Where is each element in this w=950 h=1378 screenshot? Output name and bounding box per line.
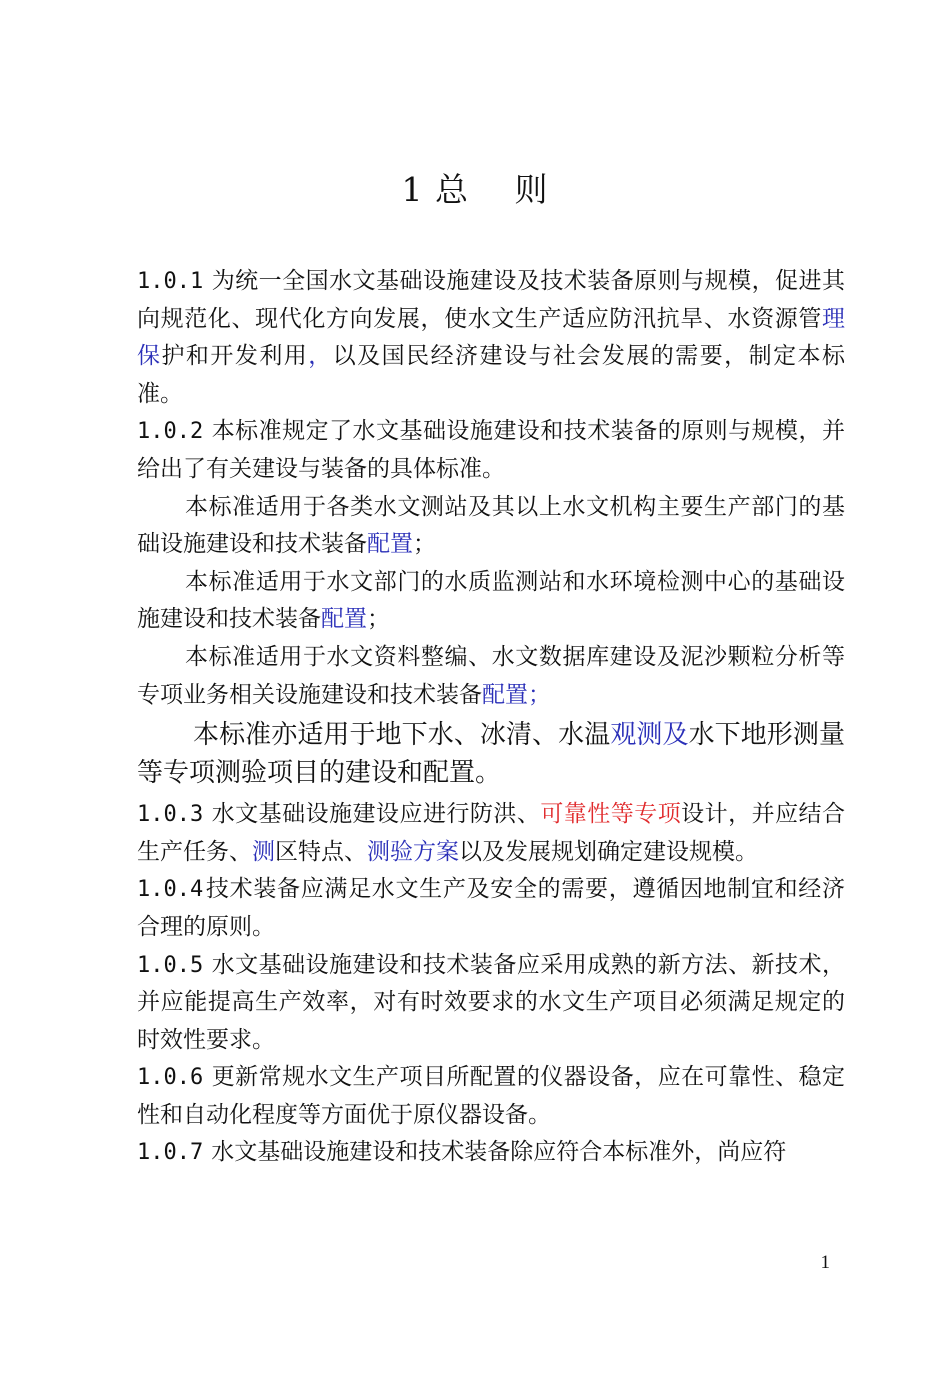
- chapter-title: 1 总 则: [401, 170, 549, 209]
- clause-text: 技术装备应满足水文生产及安全的需要，遵循因地制宜和经济合理的原则。: [137, 876, 845, 940]
- clause-1-0-6: [137, 1059, 845, 1134]
- paragraph-text: 本标准适用于水文部门的水质监测站和水环境检测中心的基础设施建设和技术装备: [137, 568, 845, 633]
- clause-text: 以及发展规划确定建设规模。: [459, 838, 758, 865]
- page-number: 1: [820, 1252, 830, 1273]
- highlighted-text: 可靠性等专项: [540, 801, 682, 828]
- clause-1-0-7: [137, 1134, 845, 1172]
- clause-1-0-3: [137, 796, 845, 871]
- clause-number: 1.0.7: [137, 1140, 204, 1166]
- paragraph-text: 水下地形测量等专项测验项目的建设和配置。: [137, 720, 845, 789]
- highlighted-text: 测: [252, 838, 275, 865]
- highlighted-text: 配置: [321, 606, 367, 633]
- scope-paragraph-3: [137, 639, 845, 714]
- highlighted-text: 理保: [137, 305, 845, 370]
- highlighted-text: 配置；: [482, 681, 551, 708]
- clause-text: 水文基础设施建设应进行防洪、: [211, 801, 541, 828]
- clause-text: 设计，并应结合生产任务、: [137, 801, 846, 865]
- document-body: [137, 263, 845, 1172]
- clause-text: 区特点、: [275, 838, 367, 865]
- scope-paragraph-1: [137, 489, 845, 564]
- clause-number: 1.0.1: [137, 269, 204, 294]
- highlighted-text: 观测及: [610, 720, 689, 751]
- highlighted-text: 测验方案: [367, 838, 459, 865]
- clause-1-0-2: [137, 413, 845, 488]
- clause-1-0-1: [137, 263, 845, 413]
- clause-number: 1.0.2: [137, 419, 204, 445]
- clause-text: 水文基础设施建设和技术装备除应符合本标准外，尚应符: [211, 1139, 787, 1166]
- paragraph-text: 本标准亦适用于地下水、冰清、水温: [193, 720, 611, 751]
- paragraph-text: ；: [367, 606, 390, 633]
- clause-text: 更新常规水文生产项目所配置的仪器设备，应在可靠性、稳定性和自动化程度等方面优于原仪器设备。: [137, 1064, 845, 1128]
- paragraph-text: 本标准适用于各类水文测站及其以上水文机构主要生产部门的基础设施建设和技术装备: [137, 493, 845, 558]
- highlighted-text: ，: [308, 343, 333, 370]
- clause-text: 护和开发利用: [161, 343, 309, 370]
- clause-number: 1.0.4: [137, 877, 204, 903]
- paragraph-text: ；: [413, 531, 436, 558]
- clause-number: 1.0.6: [137, 1065, 204, 1091]
- clause-text: 水文基础设施建设和技术装备应采用成熟的新方法、新技术，并应能提高生产效率，对有时效要求的水文生产项目必须满足规定的时效性要求。: [137, 951, 845, 1053]
- paragraph-text: 本标准适用于水文资料整编、水文数据库建设及泥沙颗粒分析等专项业务相关设施建设和技术装备: [137, 643, 845, 708]
- scope-paragraph-2: [137, 564, 845, 639]
- clause-1-0-5: [137, 947, 845, 1060]
- clause-1-0-4: [137, 871, 845, 946]
- clause-text: 本标准规定了水文基础设施建设和技术装备的原则与规模，并给出了有关建设与装备的具体标准。: [137, 418, 845, 482]
- clause-text: 以及国民经济建设与社会发展的需要，制定本标准。: [137, 343, 846, 407]
- clause-text: 为统一全国水文基础设施建设及技术装备原则与规模，促进其向规范化、现代化方向发展，使水文生产适应防汛抗旱、水资源管: [137, 268, 845, 332]
- scope-paragraph-4: [137, 716, 845, 792]
- clause-number: 1.0.5: [137, 952, 204, 978]
- highlighted-text: 配置: [367, 531, 413, 558]
- clause-number: 1.0.3: [137, 802, 204, 828]
